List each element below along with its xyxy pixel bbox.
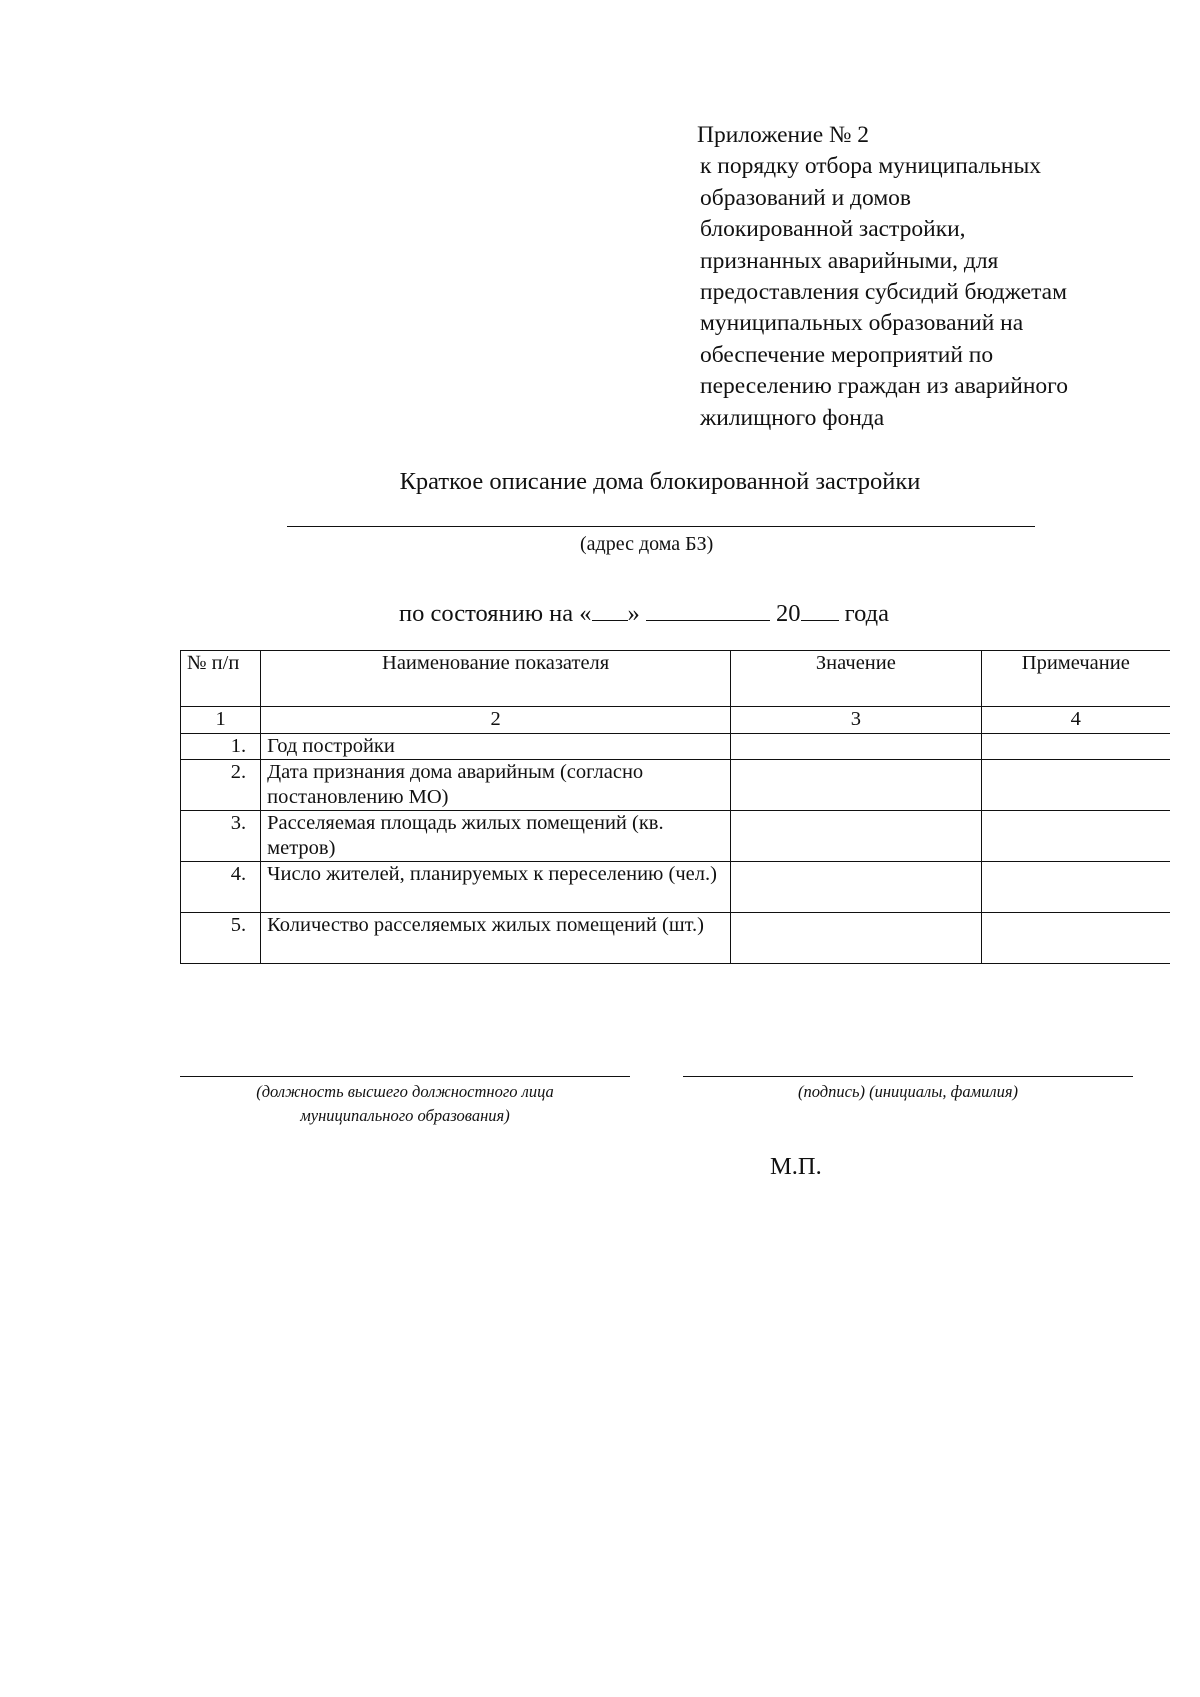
quote-close: »: [627, 599, 640, 627]
state-suffix: года: [844, 599, 889, 627]
table-row: [181, 734, 1171, 760]
signature-caption: (подпись) (инициалы, фамилия): [798, 1082, 1018, 1101]
annex-line: образований и домов: [700, 184, 912, 211]
position-caption-line: (должность высшего должностного лица: [256, 1082, 554, 1101]
row-note: [981, 734, 1170, 760]
signature-line: [683, 1076, 1133, 1077]
document-title: Краткое описание дома блокированной застройки: [399, 468, 921, 495]
column-index: 4: [981, 707, 1170, 734]
row-number: 1.: [181, 734, 261, 760]
table-row: [181, 760, 1171, 811]
annex-line: муниципальных образований на: [700, 310, 1024, 337]
annex-line: переселению граждан из аварийного: [700, 373, 1068, 400]
header-num: № п/п: [181, 651, 261, 707]
row-name: Год постройки: [261, 734, 731, 760]
row-name: Расселяемая площадь жилых помещений (кв. метров): [261, 811, 731, 862]
row-note: [981, 862, 1170, 913]
annex-line: блокированной застройки,: [700, 216, 966, 243]
column-index-row: [181, 707, 1171, 734]
header-name: Наименование показателя: [261, 651, 731, 707]
month-blank: [646, 593, 770, 621]
annex-line: Приложение № 2: [697, 122, 870, 148]
column-index: 2: [261, 707, 731, 734]
row-value: [731, 811, 982, 862]
annex-line: обеспечение мероприятий по: [700, 341, 994, 368]
table-row: [181, 811, 1171, 862]
table-header-row: [181, 651, 1171, 707]
row-number: 4.: [181, 862, 261, 913]
row-name: Число жителей, планируемых к переселению (чел.): [261, 862, 731, 913]
row-value: [731, 913, 982, 964]
position-signature-line: [180, 1076, 630, 1077]
row-name: Количество расселяемых жилых помещений (шт.): [261, 913, 731, 964]
annex-line: жилищного фонда: [700, 404, 885, 431]
column-index: 1: [181, 707, 261, 734]
header-value: Значение: [731, 651, 982, 707]
day-blank: [592, 593, 628, 621]
row-name: Дата признания дома аварийным (согласно постановлению МО): [261, 760, 731, 811]
row-value: [731, 734, 982, 760]
row-number: 5.: [181, 913, 261, 964]
year-prefix: 20: [776, 599, 801, 627]
stamp-place: М.П.: [770, 1153, 822, 1180]
annex-line: предоставления субсидий бюджетам: [700, 279, 1067, 306]
position-caption: [180, 1080, 630, 1128]
header-note: Примечание: [981, 651, 1170, 707]
row-value: [731, 760, 982, 811]
indicators-table: [180, 650, 1170, 964]
annex-line: признанных аварийными, для: [700, 247, 999, 274]
position-caption-line: муниципального образования): [300, 1106, 510, 1125]
table-row: [181, 913, 1171, 964]
address-blank-line: [287, 526, 1035, 527]
column-index: 3: [731, 707, 982, 734]
row-note: [981, 811, 1170, 862]
row-note: [981, 913, 1170, 964]
state-prefix: по состоянию на «: [399, 599, 592, 627]
row-value: [731, 862, 982, 913]
annex-header: [697, 120, 1170, 434]
address-caption: (адрес дома БЗ): [580, 533, 714, 555]
table-row: [181, 862, 1171, 913]
row-number: 3.: [181, 811, 261, 862]
annex-line: к порядку отбора муниципальных: [700, 153, 1042, 180]
year-blank: [801, 593, 839, 621]
row-number: 2.: [181, 760, 261, 811]
row-note: [981, 760, 1170, 811]
state-date-line: [399, 593, 889, 628]
